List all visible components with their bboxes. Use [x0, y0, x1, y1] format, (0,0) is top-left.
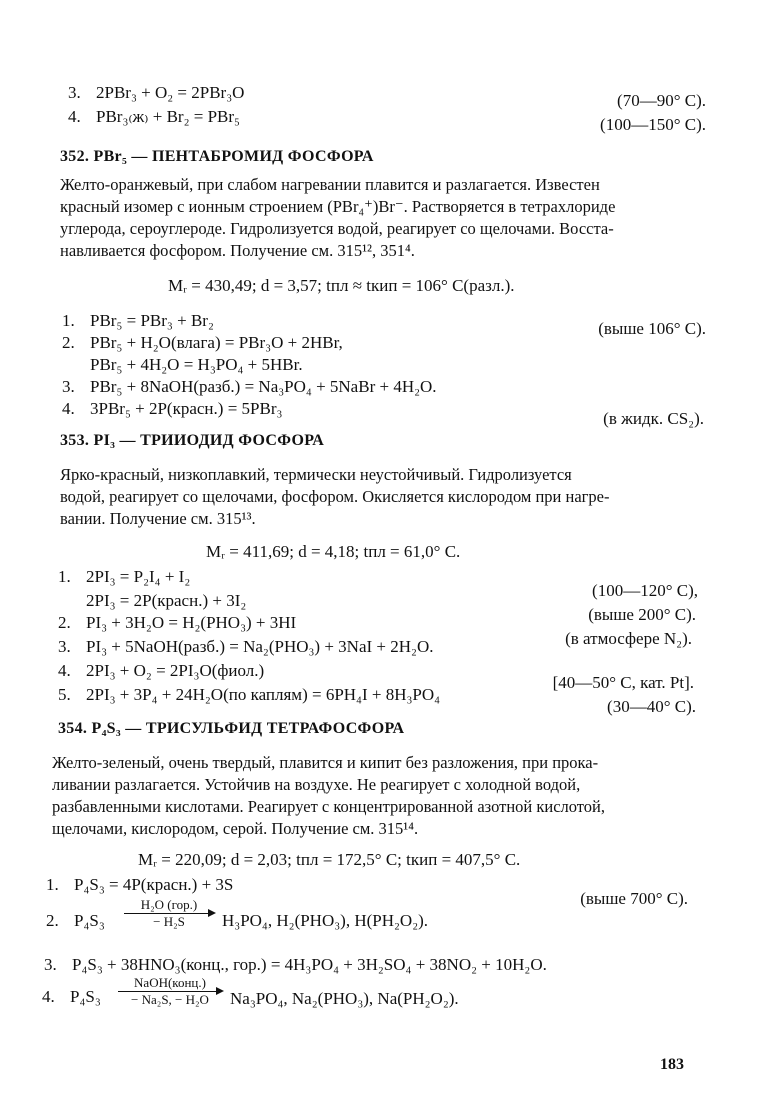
reaction-line [62, 398, 282, 420]
reaction-condition: (в атмосфере N₂). [565, 629, 692, 648]
reaction-number: 1. [58, 567, 71, 586]
reaction-line [58, 612, 296, 634]
reaction-number: 2. [46, 911, 59, 930]
physical-properties: Mᵣ = 411,69; d = 4,18; tпл = 61,0° C. [206, 542, 461, 561]
reaction-number: 4. [42, 987, 55, 1006]
reaction-equation: P₄S₃ = 4P(красн.) + 3S [74, 875, 234, 894]
reaction-condition: (70—90° C). [617, 91, 706, 110]
reaction-number: 3. [44, 955, 57, 974]
reaction-line [58, 660, 264, 682]
reaction-line [62, 332, 343, 354]
reaction-condition: (выше 106° C). [598, 319, 706, 338]
reaction-line [58, 590, 246, 612]
reaction-condition: (в жидк. CS₂). [603, 409, 704, 428]
reaction-equation: PBr₃₍ж₎ + Br₂ = PBr₅ [96, 107, 240, 126]
reaction-number: 3. [58, 637, 71, 656]
page-number: 183 [660, 1056, 684, 1073]
reaction-line [68, 82, 244, 104]
reaction-arrow [118, 976, 222, 1007]
reaction-equation: 2PI₃ + O₂ = 2PI₃O(фиол.) [86, 661, 265, 680]
reaction-line [46, 910, 105, 932]
section-heading: 352. PBr₅ — ПЕНТАБРОМИД ФОСФОРА [60, 148, 374, 165]
arrow-icon [118, 991, 222, 992]
arrow-above-label: H₂O (гор.) [140, 897, 198, 912]
reaction-number: 3. [68, 83, 81, 102]
reaction-number: 4. [58, 661, 71, 680]
reaction-line [62, 310, 214, 332]
reaction-equation: 2PBr₃ + O₂ = 2PBr₃O [96, 83, 245, 102]
section-description [60, 174, 710, 262]
desc-line: Желто-зеленый, очень твердый, плавится и кипит без разложения, при прока- [52, 753, 599, 772]
reaction-condition: (выше 200° C). [588, 605, 696, 624]
reaction-line [68, 106, 240, 128]
reaction-equation: 2PI₃ + 3P₄ + 24H₂O(по каплям) = 6PH₄I + 8H₃PO₄ [86, 685, 441, 704]
reaction-line [44, 954, 547, 976]
reaction-equation: PBr₅ = PBr₃ + Br₂ [90, 311, 214, 330]
desc-line: ливании разлагается. Устойчив на воздухе. Не реагирует с холодной водой, [52, 775, 581, 794]
reaction-equation: P₄S₃ + 38HNO₃(конц., гор.) = 4H₃PO₄ + 3H₂SO₄ + 38NO₂ + 10H₂O. [72, 955, 547, 974]
reaction-number: 2. [62, 333, 75, 352]
reaction-condition: (100—150° C). [600, 115, 706, 134]
reaction-line [58, 636, 433, 658]
desc-line: Желто-оранжевый, при слабом нагревании плавится и разлагается. Известен [60, 175, 600, 194]
desc-line: красный изомер с ионным строением (PBr₄⁺)Br⁻. Растворяется в тетрахлориде [60, 197, 616, 216]
reaction-equation: PI₃ + 3H₂O = H₂(PHO₃) + 3HI [86, 613, 297, 632]
reaction-arrow [124, 898, 214, 929]
arrow-below-label: − H₂S [153, 914, 185, 929]
desc-line: вании. Получение см. 315¹³. [60, 509, 256, 528]
reaction-line [62, 354, 303, 376]
section-heading: 353. PI₃ — ТРИИОДИД ФОСФОРА [60, 432, 325, 449]
reaction-line [58, 684, 440, 706]
reaction-number: 1. [46, 875, 59, 894]
reaction-condition: (100—120° C), [592, 581, 698, 600]
physical-properties: Mᵣ = 220,09; d = 2,03; tпл = 172,5° C; tкип = 407,5° C. [138, 850, 521, 869]
section-description [60, 464, 710, 530]
section-description [52, 752, 702, 840]
reaction-line [46, 874, 233, 896]
reaction-number: 4. [62, 399, 75, 418]
reaction-reactant: P₄S₃ [74, 911, 105, 930]
reaction-equation: PBr₅ + 4H₂O = H₃PO₄ + 5HBr. [90, 355, 303, 374]
reaction-number: 3. [62, 377, 75, 396]
reaction-number: 4. [68, 107, 81, 126]
reaction-equation: PBr₅ + H₂O(влага) = PBr₃O + 2HBr, [90, 333, 343, 352]
reaction-condition: [40—50° C, кат. Pt]. [552, 673, 694, 692]
desc-line: навливается фосфором. Получение см. 315¹², 351⁴. [60, 241, 415, 260]
arrow-above-label: NaOH(конц.) [134, 975, 206, 990]
reaction-line [42, 986, 101, 1008]
reaction-equation: PBr₅ + 8NaOH(разб.) = Na₃PO₄ + 5NaBr + 4H₂O. [90, 377, 437, 396]
reaction-products: H₃PO₄, H₂(PHO₃), H(PH₂O₂). [222, 911, 429, 930]
desc-line: Ярко-красный, низкоплавкий, термически неустойчивый. Гидролизуется [60, 465, 572, 484]
reaction-line [58, 566, 190, 588]
desc-line: углерода, сероуглероде. Гидролизуется водой, реагирует со щелочами. Восста- [60, 219, 614, 238]
reaction-line [62, 376, 437, 398]
reaction-reactant: P₄S₃ [70, 987, 101, 1006]
reaction-number: 1. [62, 311, 75, 330]
reaction-condition: (30—40° C). [607, 697, 696, 716]
reaction-number: 5. [58, 685, 71, 704]
desc-line: водой, реагирует со щелочами, фосфором. Окисляется кислородом при нагре- [60, 487, 610, 506]
reaction-equation: 2PI₃ = 2P(красн.) + 3I₂ [86, 591, 247, 610]
reaction-number: 2. [58, 613, 71, 632]
desc-line: разбавленными кислотами. Реагирует с концентрированной азотной кислотой, [52, 797, 606, 816]
reaction-equation: 3PBr₅ + 2P(красн.) = 5PBr₃ [90, 399, 283, 418]
reaction-products: Na₃PO₄, Na₂(PHO₃), Na(PH₂O₂). [230, 989, 459, 1008]
desc-line: щелочами, кислородом, серой. Получение см. 315¹⁴. [52, 819, 419, 838]
reaction-equation: 2PI₃ = P₂I₄ + I₂ [86, 567, 191, 586]
section-heading: 354. P₄S₃ — ТРИСУЛЬФИД ТЕТРАФОСФОРА [58, 720, 405, 737]
physical-properties: Mᵣ = 430,49; d = 3,57; tпл ≈ tкип = 106° C(разл.). [168, 276, 515, 295]
reaction-condition: (выше 700° C). [580, 889, 688, 908]
arrow-below-label: − Na₂S, − H₂O [131, 992, 209, 1007]
reaction-equation: PI₃ + 5NaOH(разб.) = Na₂(PHO₃) + 3NaI + 2H₂O. [86, 637, 434, 656]
arrow-icon [124, 913, 214, 914]
